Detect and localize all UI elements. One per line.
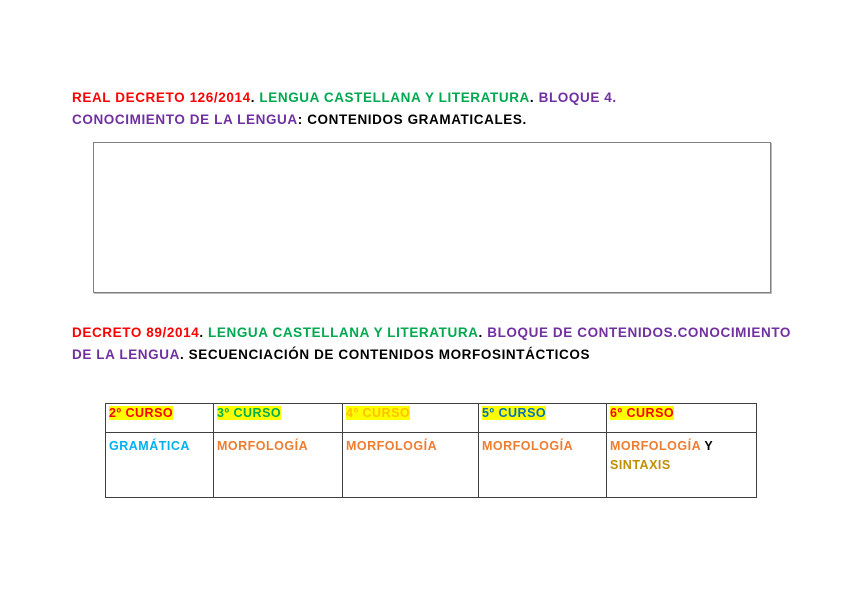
bottom-heading-separator: . [199,325,209,340]
table-cell [479,433,607,498]
content-morphology: MORFOLOGÍA [610,439,701,453]
courses-table [105,403,757,498]
table-header-cell [479,404,607,433]
table-cell [343,433,479,498]
top-heading-knowledge: CONOCIMIENTO DE LA LENGUA [72,112,298,127]
bottom-heading-subject: LENGUA CASTELLANA Y LITERATURA [208,325,479,340]
table-header-cell [607,404,757,433]
content-morphology: MORFOLOGÍA [346,439,438,453]
table-header-row [106,404,757,433]
table-header-cell [106,404,214,433]
table-cell [106,433,214,498]
content-conjunction: Y [700,439,714,453]
content-syntax: SINTAXIS [610,458,671,472]
top-heading-contents: : CONTENIDOS GRAMATICALES. [297,112,527,127]
course-3-label: 3º CURSO [217,406,282,420]
table-header-cell [214,404,343,433]
empty-content-box [93,142,771,293]
bottom-heading-block: BLOQUE DE CONTENIDOS.CONOCIMIENTO DE LA LENGUA [72,325,792,362]
top-heading-separator: . [250,90,260,105]
top-heading-decree: REAL DECRETO 126/2014 [72,90,251,105]
course-2-label: 2º CURSO [109,406,174,420]
table-cell [214,433,343,498]
bottom-heading-decree: DECRETO 89/2014 [72,325,200,340]
table-row [106,433,757,498]
bottom-heading-separator: . [478,325,488,340]
top-heading-block: BLOQUE 4. [538,90,617,105]
course-5-label: 5º CURSO [482,406,547,420]
table-cell [607,433,757,498]
top-heading-separator: . [529,90,539,105]
bottom-heading [72,322,792,366]
top-heading [72,87,792,131]
table-header-cell [343,404,479,433]
content-morphology: MORFOLOGÍA [482,439,574,453]
content-grammar: GRAMÁTICA [109,439,190,453]
course-6-label: 6º CURSO [610,406,675,420]
top-heading-subject: LENGUA CASTELLANA Y LITERATURA [259,90,530,105]
content-morphology: MORFOLOGÍA [217,439,309,453]
course-4-label: 4º CURSO [346,406,411,420]
bottom-heading-sequence: . SECUENCIACIÓN DE CONTENIDOS MORFOSINTÁCTICOS [179,347,591,362]
